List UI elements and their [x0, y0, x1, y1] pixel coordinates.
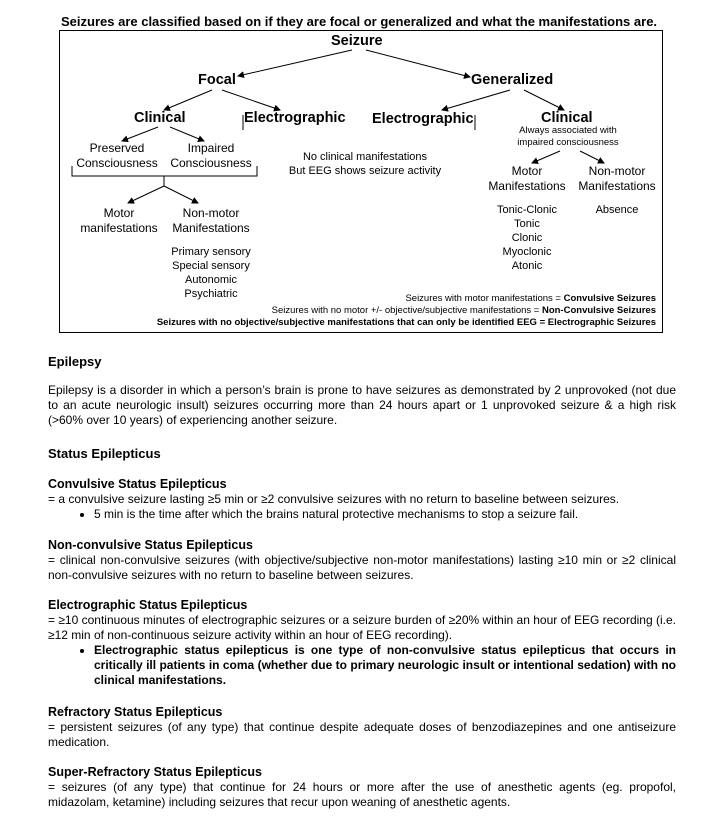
- section-body: = seizures (of any type) that continue for 24 hours or more after the use of anesthetic agents (eg. propofol, midazolam, ketamine) including seizures that recur upon weaning of anesthetic agents.: [48, 780, 676, 809]
- status-heading: Status Epilepticus: [48, 446, 161, 461]
- node-gen-nonmotor: Non-motor Manifestations: [578, 164, 656, 193]
- epilepsy-body: Epilepsy is a disorder in which a person’s brain is prone to have seizures as demonstrated by 2 unprovoked (not due to an acute neurologic insult) seizures occurring more than 24 hours apart or 1 unprovoked seizure & a high risk (>60% over 10 years) of experiencing another seizure.: [48, 383, 676, 427]
- legend-line: Seizures with motor manifestations = Convulsive Seizures: [405, 293, 656, 304]
- section-title: Non-convulsive Status Epilepticus: [48, 538, 253, 552]
- section-body: = persistent seizures (of any type) that continue despite adequate doses of benzodiazepines and one antiseizure medication.: [48, 720, 676, 749]
- bullet-item: • Electrographic status epilepticus is one type of non-convulsive status epilepticus that occurs in critically ill patients in coma (whether due to primary neurologic insult or intentional sedation) with no clinical manifestations.: [94, 643, 676, 688]
- node-focal-clinical: Clinical: [134, 110, 186, 126]
- node-generalized: Generalized: [471, 72, 554, 88]
- gen-motor-items: Tonic-Clonic Tonic Clonic Myoclonic Atonic: [497, 204, 557, 272]
- node-no-clinical: No clinical manifestations But EEG shows seizure activity: [288, 151, 442, 177]
- section-body: = a convulsive seizure lasting ≥5 min or ≥2 convulsive seizures with no return to baseline between seizures.: [48, 492, 620, 506]
- arrow-to-generalized: [366, 50, 470, 77]
- node-focal-motor: Motor manifestations: [80, 206, 158, 235]
- nonconvulsive-se: [48, 538, 676, 583]
- node-gen-electrographic: Electrographic: [372, 111, 474, 127]
- section-title: Refractory Status Epilepticus: [48, 705, 223, 719]
- node-focal: Focal: [198, 72, 236, 88]
- electrographic-se: [48, 598, 676, 688]
- arrow-to-gen-clinical: [524, 90, 564, 110]
- section-body: = clinical non-convulsive seizures (with objective/subjective non-motor manifestations) lasting ≥10 min or ≥2 clinical non-convulsive seizures with no return to baseline between seizures.: [48, 553, 676, 582]
- super-refractory-se: [48, 765, 676, 810]
- legend-line: Seizures with no objective/subjective manifestations that can only be identified EEG = Electrographic Seizures: [156, 317, 656, 328]
- section-title: Electrographic Status Epilepticus: [48, 598, 248, 612]
- section-body: = ≥10 continuous minutes of electrographic seizures or a seizure burden of ≥20% within an hour of EEG recording (i.e. ≥12 min of non-continuous seizure activity within an hour of EEG recording).: [48, 613, 676, 642]
- status-section: [48, 446, 676, 461]
- node-focal-nonmotor: Non-motor Manifestations: [172, 206, 250, 235]
- gen-nonmotor-items: Absence: [595, 204, 639, 216]
- figure-legend: [70, 293, 656, 329]
- figure-title: Seizures are classified based on if they are focal or generalized and what the manifestations are.: [61, 14, 658, 29]
- bullet-item: • 5 min is the time after which the brains natural protective mechanisms to stop a seizure fail.: [94, 507, 676, 522]
- epilepsy-heading: Epilepsy: [48, 354, 102, 369]
- legend-line: Seizures with no motor +/- objective/subjective manifestations = Non-Convulsive Seizures: [271, 305, 656, 316]
- arrow-to-focal-electrographic: [222, 90, 280, 110]
- node-impaired-consciousness: Impaired Consciousness: [170, 141, 252, 170]
- node-gen-clinical: Clinical: [541, 110, 593, 126]
- refractory-se: [48, 705, 676, 750]
- node-preserved-consciousness: Preserved Consciousness: [76, 141, 158, 170]
- node-gen-motor: Motor Manifestations: [488, 164, 566, 193]
- section-bullets: [48, 507, 676, 522]
- node-focal-electrographic: Electrographic: [244, 110, 346, 126]
- arrow-to-gen-electrographic: [442, 90, 510, 110]
- arrow-to-focal: [238, 50, 352, 76]
- section-title: Convulsive Status Epilepticus: [48, 477, 227, 491]
- gen-clinical-note: Always associated with impaired consciousness: [517, 125, 619, 148]
- convulsive-se: [48, 477, 676, 522]
- focal-nonmotor-items: Primary sensory Special sensory Autonomic Psychiatric: [171, 246, 251, 300]
- section-title: Super-Refractory Status Epilepticus: [48, 765, 262, 779]
- section-bullets: [48, 643, 676, 688]
- node-seizure: Seizure: [331, 33, 383, 49]
- epilepsy-section: [48, 354, 676, 428]
- arrow-to-focal-clinical: [164, 90, 212, 110]
